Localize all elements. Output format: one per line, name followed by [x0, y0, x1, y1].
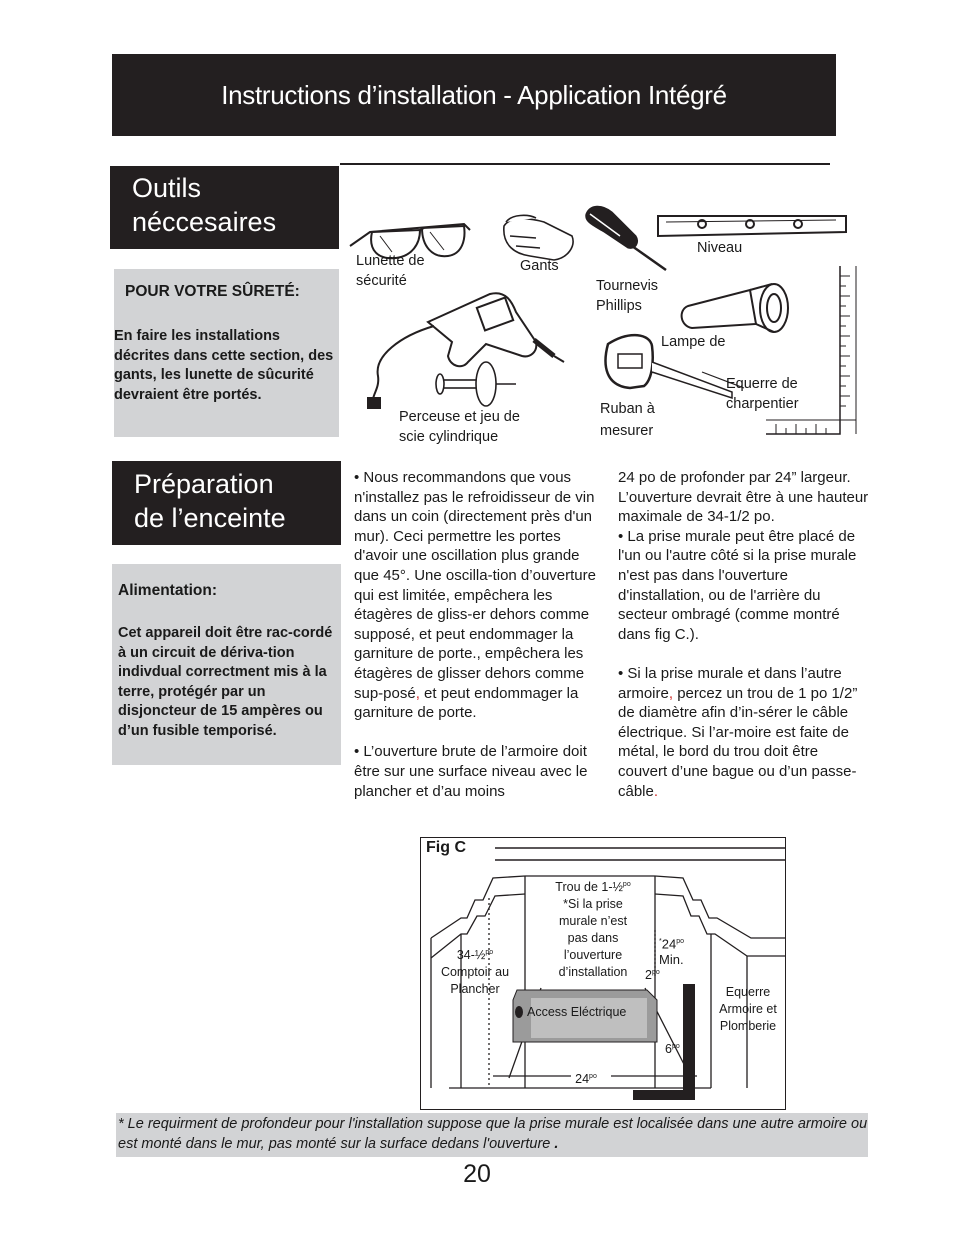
screwdriver-label: Tournevis Phillips	[596, 278, 659, 314]
depth-note: $^*24^{po}$ Min.	[659, 936, 684, 968]
electrical-access-label: Access Eléctrique	[527, 1005, 627, 1019]
safety-text: En faire les installations décrites dans cette section, des gants, les lunette de sûcurité devraient être portés.	[114, 328, 334, 403]
page-title-bar	[112, 54, 836, 136]
counter-height-note: 34-½$^{po}$ Comptoir au Plancher	[440, 948, 510, 997]
drill-icon	[368, 293, 564, 408]
flashlight-icon	[682, 284, 788, 332]
instructions-column-1	[354, 468, 600, 801]
enclosure-section-heading: Préparation de l’enceinte	[112, 461, 341, 545]
power-text: Cet appareil doit être rac-cordé à un circuit de dériva-tion indivdual correctment mis à la terre, protégér par un disjoncteur de 15 ampères ou d’un fusible temporisé.	[118, 625, 333, 739]
two-inch-note: $2^{po}$	[645, 968, 660, 983]
drill-label: Perceuse et jeu de scie cylindrique	[399, 409, 520, 445]
six-inch-note: $6^{po}$	[665, 1042, 680, 1057]
section-divider	[340, 163, 830, 165]
safety-heading: POUR VOTRE SÛRETÉ:	[125, 283, 300, 300]
page-title: Instructions d’installation - Application Intégré	[221, 79, 727, 110]
footnote: * Le requirment de profondeur pour l'installation suppose que la prise murale est localisée dans une autre armoire ou est monté dans le mur, pas monté sur la surface dedans l'ouverture .	[116, 1113, 868, 1157]
tools-section-heading: Outils néccesaires	[110, 166, 339, 249]
flashlight-label: Lampe de	[661, 334, 726, 350]
glasses-label: Lunette de sécurité	[356, 253, 425, 289]
instructions-column-2	[618, 468, 870, 801]
instruction-paragraph: • L’ouverture brute de l’armoire doit être sur une surface niveau avec le plancher et d’au moins	[354, 743, 588, 800]
safety-note	[114, 269, 339, 437]
power-heading: Alimentation:	[118, 582, 218, 599]
gloves-label: Gants	[520, 258, 559, 274]
screwdriver-icon	[586, 206, 666, 270]
hole-saw-icon	[436, 362, 516, 406]
figure-label: Fig C	[426, 839, 466, 856]
tape-measure-label: Ruban à mesurer	[600, 401, 655, 439]
width-note: $24^{po}$	[575, 1072, 597, 1087]
hole-note: Trou de 1-½$^{po}$ *Si la prise murale n’est pas dans l’ouverture d’installation	[555, 880, 631, 980]
instruction-paragraph: • Si la prise murale et dans l’autre armoire, percez un trou de 1 po 1/2” de diamètre afin d’in-sérer le câble électrique. Si l’ar-moire est faite de métal, le bord du trou doit être couvert d’une bague ou d’un passe-câble.	[618, 664, 858, 800]
power-note	[112, 564, 341, 765]
level-label: Niveau	[697, 240, 743, 256]
figure-c	[420, 837, 786, 1110]
level-icon	[658, 216, 846, 236]
gloves-icon	[504, 215, 573, 260]
instruction-paragraph: • Nous recommandons que vous n'installez pas le refroidisseur de vin dans un coin (directement près d'un mur). Ceci permettre les portes d'avoir une oscillation plus grande que 45°. Une oscilla-tion d’ouverture qui est limitée, empêchera les étagères de gliss-er dehors comme supposé, et peut endommager la garniture de porte., empêchera les étagères de glisser dehors comme sup-posé, et peut endommager la garniture de porte.	[354, 469, 596, 722]
page-number: 20	[463, 1160, 491, 1188]
instruction-paragraph: 24 po de profonder par 24” largeur. L’ouverture devrait être à une hauteur maximale de 34-1/2 po.	[618, 469, 869, 526]
carpenter-square-label: Equerre de charpentier	[726, 376, 799, 412]
instruction-paragraph: • La prise murale peut être placé de l'un ou l'autre côté si la prise murale n'est pas dans l'ouverture d'installation, ou de l'arrière du secteur ombragé (comme montré dans fig C.).	[618, 527, 857, 643]
square-note: Equerre Armoire et Plomberie	[719, 985, 777, 1033]
